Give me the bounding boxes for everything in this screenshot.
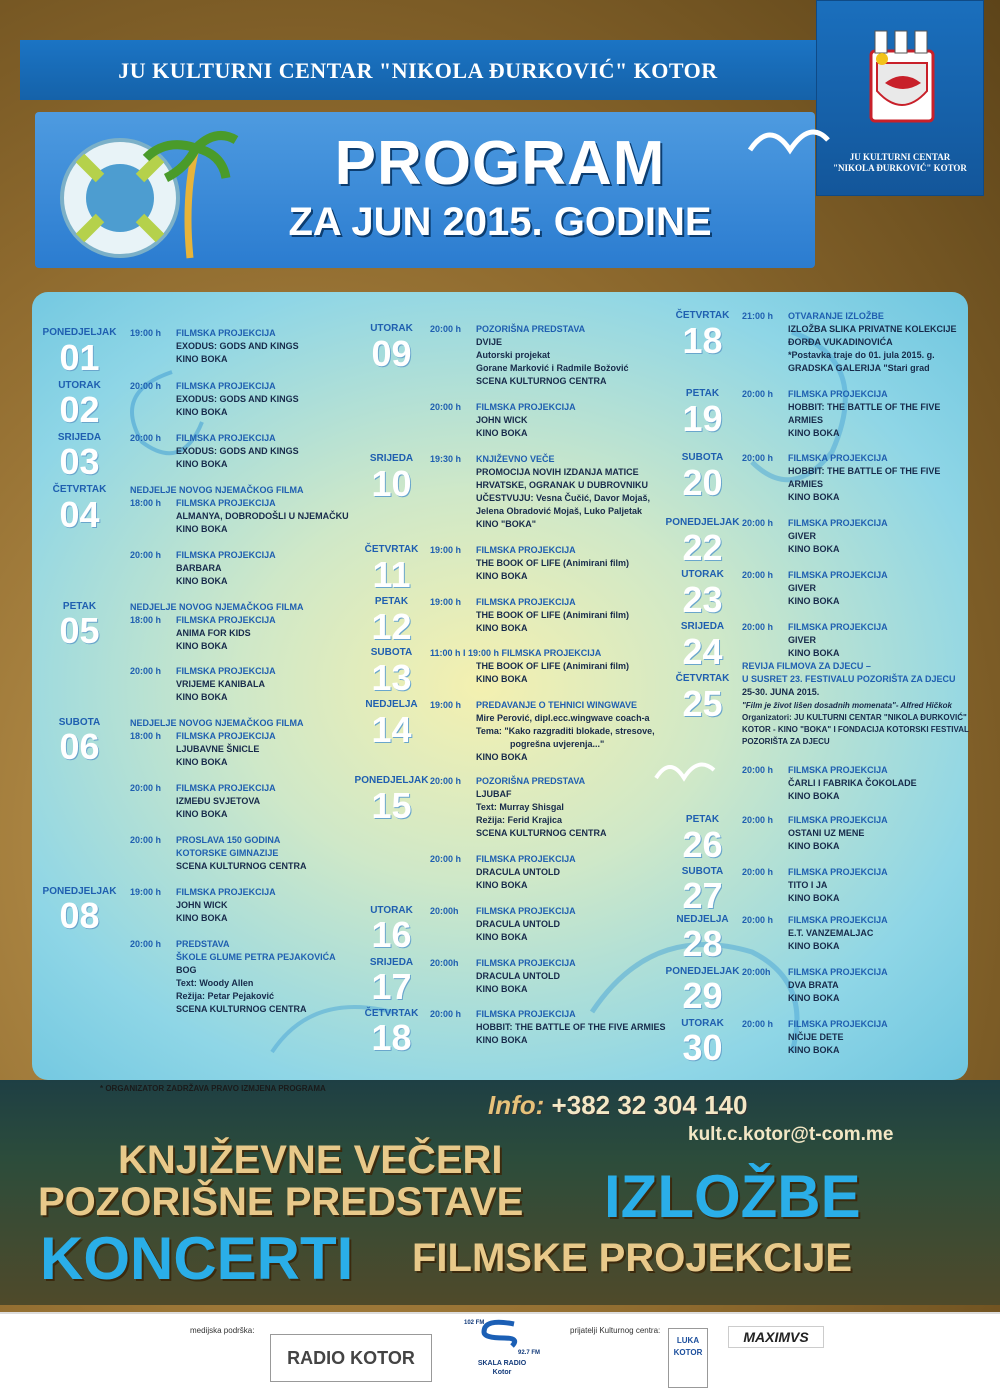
day-label: NEDJELJA bbox=[365, 699, 418, 710]
logo-caption-line1: JU KULTURNI CENTAR bbox=[849, 152, 951, 162]
event-type: FILMSKA PROJEKCIJA bbox=[176, 615, 276, 625]
day-number: 09 bbox=[371, 333, 412, 374]
event-time: 20:00 h bbox=[130, 939, 162, 949]
event-venue: KINO BOKA bbox=[176, 913, 228, 923]
event-time: 20:00 h bbox=[742, 622, 774, 632]
event-time: 20:00 h bbox=[742, 867, 774, 877]
event-time: 20:00 h bbox=[742, 765, 774, 775]
event-credit: Režija: Petar Pejaković bbox=[176, 991, 275, 1001]
day-number: 03 bbox=[59, 441, 100, 482]
radio-kotor-logo bbox=[270, 1334, 432, 1382]
event-title: E.T. VANZEMALJAC bbox=[788, 928, 874, 938]
organizer-title: JU KULTURNI CENTAR "NIKOLA ĐURKOVIĆ" KOTOR bbox=[118, 58, 718, 83]
event-time: 20:00 h bbox=[430, 776, 462, 786]
day-number: 20 bbox=[682, 462, 723, 503]
event-title: BOG bbox=[176, 965, 197, 975]
event-time: 20:00 h bbox=[130, 783, 162, 793]
event-time: 18:00 h bbox=[130, 615, 162, 625]
event-venue: KINO BOKA bbox=[476, 571, 528, 581]
event-title: BARBARA bbox=[176, 563, 222, 573]
category-exhibitions: IZLOŽBE bbox=[604, 1163, 861, 1230]
event-venue: KINO BOKA bbox=[788, 596, 840, 606]
event-title: DVIJE bbox=[476, 337, 503, 347]
day-number: 16 bbox=[371, 914, 412, 955]
radio-kotor-text: RADIO KOTOR bbox=[287, 1348, 415, 1368]
event-venue: KINO BOKA bbox=[476, 932, 528, 942]
day-number: 12 bbox=[371, 606, 412, 647]
day-number: 04 bbox=[59, 494, 100, 535]
event-title: THE BOOK OF LIFE (Animirani film) bbox=[476, 558, 629, 568]
event-venue: KINO BOKA bbox=[476, 752, 528, 762]
event-title: HOBBIT: THE BATTLE OF THE FIVE bbox=[788, 466, 941, 476]
logo-caption bbox=[816, 152, 984, 174]
event-time: 20:00 h bbox=[742, 518, 774, 528]
event-time: 20:00 h bbox=[130, 381, 162, 391]
event-series: NEDJELJE NOVOG NJEMAČKOG FILMA bbox=[130, 485, 304, 495]
event-venue: KINO BOKA bbox=[788, 1045, 840, 1055]
event-time: 20:00 h bbox=[430, 854, 462, 864]
event-time: 20:00 h bbox=[430, 402, 462, 412]
event-venue: KINO BOKA bbox=[788, 428, 840, 438]
event-type: FILMSKA PROJEKCIJA bbox=[476, 958, 576, 968]
event-time: 20:00 h bbox=[430, 324, 462, 334]
event-time: 20:00h bbox=[742, 967, 771, 977]
category-concerts: KONCERTI bbox=[40, 1225, 354, 1292]
luka-kotor-text: LUKA KOTOR bbox=[673, 1336, 703, 1357]
event-type: FILMSKA PROJEKCIJA bbox=[176, 783, 276, 793]
event-type: PREDAVANJE O TEHNICI WINGWAVE bbox=[476, 700, 638, 710]
event-venue: KINO BOKA bbox=[476, 674, 528, 684]
event-desc: Tema: "Kako razgraditi blokade, stresove, bbox=[476, 726, 655, 736]
day-number: 08 bbox=[59, 895, 100, 936]
event-organizers: KOTOR - KINO "BOKA" I FONDACIJA KOTORSKI FESTIVAL bbox=[742, 725, 969, 734]
event-title: DVA BRATA bbox=[788, 980, 839, 990]
event-time: 20:00 h bbox=[130, 433, 162, 443]
event-time: 19:00 h bbox=[130, 328, 162, 338]
event-time: 11:00 h I 19:00 h FILMSKA PROJEKCIJA bbox=[430, 648, 602, 658]
day-label: ČETVRTAK bbox=[364, 544, 419, 555]
event-venue: GRADSKA GALERIJA "Stari grad bbox=[788, 363, 930, 373]
event-time: 20:00 h bbox=[742, 453, 774, 463]
event-time: 20:00h bbox=[430, 906, 459, 916]
event-organizers: Organizatori: JU KULTURNI CENTAR "NIKOLA ĐURKOVIĆ" bbox=[742, 713, 967, 722]
event-title: DRACULA UNTOLD bbox=[476, 919, 560, 929]
day-label: NEDJELJA bbox=[676, 914, 729, 925]
event-time: 19:00 h bbox=[430, 597, 462, 607]
event-venue: KINO "BOKA" bbox=[476, 519, 537, 529]
luka-kotor-logo bbox=[668, 1328, 708, 1388]
event-type: KOTORSKE GIMNAZIJE bbox=[176, 848, 279, 858]
day-label: SUBOTA bbox=[681, 866, 724, 877]
event-title: ARMIES bbox=[788, 479, 824, 489]
event-venue: SCENA KULTURNOG CENTRA bbox=[176, 861, 307, 871]
program-title: PROGRAM bbox=[334, 129, 666, 198]
event-type: FILMSKA PROJEKCIJA bbox=[476, 597, 576, 607]
day-label: UTORAK bbox=[58, 380, 101, 391]
event-type: FILMSKA PROJEKCIJA bbox=[476, 906, 576, 916]
event-title: PROMOCIJA NOVIH IZDANJA MATICE bbox=[476, 467, 639, 477]
event-title: GIVER bbox=[788, 583, 817, 593]
day-number: 24 bbox=[682, 631, 723, 672]
event-venue: KINO BOKA bbox=[176, 524, 228, 534]
day-label: SRIJEDA bbox=[57, 432, 102, 443]
event-credit: Režija: Ferid Krajica bbox=[476, 815, 563, 825]
day-label: SRIJEDA bbox=[369, 957, 414, 968]
event-time: 20:00 h bbox=[742, 1019, 774, 1029]
day-number: 02 bbox=[59, 389, 100, 430]
event-title: JOHN WICK bbox=[176, 900, 228, 910]
event-title: EXODUS: GODS AND KINGS bbox=[176, 394, 299, 404]
event-time: 20:00 h bbox=[130, 550, 162, 560]
event-venue: KINO BOKA bbox=[788, 544, 840, 554]
event-venue: KINO BOKA bbox=[176, 354, 228, 364]
event-venue: KINO BOKA bbox=[788, 492, 840, 502]
event-type: POZORIŠNA PREDSTAVA bbox=[476, 324, 586, 334]
seagull-icon bbox=[740, 110, 830, 170]
event-title: THE BOOK OF LIFE (Animirani film) bbox=[476, 610, 629, 620]
day-number: 18 bbox=[682, 320, 723, 361]
category-films: FILMSKE PROJEKCIJE bbox=[412, 1236, 853, 1280]
media-support-label: medijska podrška: bbox=[190, 1326, 255, 1335]
day-number: 14 bbox=[371, 709, 412, 750]
event-venue: KINO BOKA bbox=[788, 648, 840, 658]
day-label: PONEDJELJAK bbox=[42, 327, 117, 338]
day-number: 19 bbox=[682, 398, 723, 439]
skala-freq-2: 92.7 FM bbox=[517, 1350, 540, 1356]
seagull-icon bbox=[650, 752, 720, 792]
event-type: FILMSKA PROJEKCIJA bbox=[788, 815, 888, 825]
event-time: 20:00 h bbox=[742, 570, 774, 580]
event-title: OSTANI UZ MENE bbox=[788, 828, 865, 838]
day-number: 15 bbox=[371, 785, 412, 826]
event-type: FILMSKA PROJEKCIJA bbox=[176, 328, 276, 338]
event-time: 18:00 h bbox=[130, 731, 162, 741]
event-type: FILMSKA PROJEKCIJA bbox=[788, 570, 888, 580]
day-label: UTORAK bbox=[370, 323, 413, 334]
event-time: 19:30 h bbox=[430, 454, 462, 464]
event-venue: KINO BOKA bbox=[788, 791, 840, 801]
event-venue: KINO BOKA bbox=[176, 459, 228, 469]
lifebuoy-palm-icon bbox=[40, 118, 240, 268]
day-label: ČETVRTAK bbox=[675, 310, 730, 321]
day-label: PONEDJELJAK bbox=[665, 966, 740, 977]
day-number: 13 bbox=[371, 657, 412, 698]
skala-city: Kotor bbox=[492, 1369, 512, 1376]
event-type: OTVARANJE IZLOŽBE bbox=[788, 311, 884, 321]
event-type: FILMSKA PROJEKCIJA bbox=[176, 731, 276, 741]
day-number: 10 bbox=[371, 463, 412, 504]
event-type: FILMSKA PROJEKCIJA bbox=[788, 867, 888, 877]
event-type: FILMSKA PROJEKCIJA bbox=[476, 402, 576, 412]
day-label: PETAK bbox=[685, 814, 720, 825]
day-label: PONEDJELJAK bbox=[42, 886, 117, 897]
event-credit: Text: Woody Allen bbox=[176, 978, 254, 988]
event-desc: Jelena Obradović Mojaš, Luko Paljetak bbox=[476, 506, 643, 516]
day-number: 06 bbox=[59, 726, 100, 767]
day-label: PETAK bbox=[685, 388, 720, 399]
day-number: 27 bbox=[682, 875, 723, 916]
day-label: ČETVRTAK bbox=[364, 1008, 419, 1019]
day-number: 29 bbox=[682, 975, 723, 1016]
day-number: 25 bbox=[682, 683, 723, 724]
day-label: SUBOTA bbox=[58, 717, 101, 728]
event-type: PREDSTAVA bbox=[176, 939, 230, 949]
logo-caption-line2: "NIKOLA ĐURKOVIĆ" KOTOR bbox=[833, 163, 967, 173]
day-number: 11 bbox=[372, 554, 411, 595]
event-type: FILMSKA PROJEKCIJA bbox=[788, 389, 888, 399]
email-address: kult.c.kotor@t-com.me bbox=[688, 1124, 894, 1145]
event-type: FILMSKA PROJEKCIJA bbox=[788, 967, 888, 977]
event-type: FILMSKA PROJEKCIJA bbox=[176, 381, 276, 391]
event-venue: SCENA KULTURNOG CENTRA bbox=[476, 376, 607, 386]
day-number: 17 bbox=[371, 966, 412, 1007]
event-title: IZMEĐU SVJETOVA bbox=[176, 796, 261, 806]
skala-radio-logo bbox=[462, 1318, 542, 1398]
event-time: 20:00 h bbox=[130, 666, 162, 676]
event-venue: KINO BOKA bbox=[176, 692, 228, 702]
day-label: SRIJEDA bbox=[680, 621, 725, 632]
event-title: NIČIJE DETE bbox=[788, 1032, 844, 1042]
event-title: IZLOŽBA SLIKA PRIVATNE KOLEKCIJE bbox=[788, 324, 957, 334]
event-title: GIVER bbox=[788, 635, 817, 645]
day-number: 26 bbox=[682, 824, 723, 865]
day-label: PETAK bbox=[374, 596, 409, 607]
day-label: UTORAK bbox=[370, 905, 413, 916]
day-label: PETAK bbox=[62, 601, 97, 612]
event-type: FILMSKA PROJEKCIJA bbox=[176, 433, 276, 443]
day-label: ČETVRTAK bbox=[675, 673, 730, 684]
event-title: ĐORĐA VUKADINOVIĆA bbox=[788, 337, 893, 347]
event-title: ALMANYA, DOBRODOŠLI U NJEMAČKU bbox=[176, 511, 349, 521]
event-type: FILMSKA PROJEKCIJA bbox=[176, 666, 276, 676]
event-venue: KINO BOKA bbox=[476, 623, 528, 633]
event-desc: pogrešna uvjerenja..." bbox=[510, 739, 605, 749]
event-title: HOBBIT: THE BATTLE OF THE FIVE bbox=[788, 402, 941, 412]
event-type: FILMSKA PROJEKCIJA bbox=[176, 498, 276, 508]
event-type: FILMSKA PROJEKCIJA bbox=[788, 453, 888, 463]
event-venue: KINO BOKA bbox=[176, 641, 228, 651]
event-title: JOHN WICK bbox=[476, 415, 528, 425]
event-type: FILMSKA PROJEKCIJA bbox=[788, 1019, 888, 1029]
event-series: U SUSRET 23. FESTIVALU POZORIŠTA ZA DJECU bbox=[742, 674, 956, 684]
event-venue: KINO BOKA bbox=[176, 407, 228, 417]
event-title: THE BOOK OF LIFE (Animirani film) bbox=[476, 661, 629, 671]
day-label: SUBOTA bbox=[370, 647, 413, 658]
maximus-logo bbox=[728, 1326, 824, 1348]
event-venue: KINO BOKA bbox=[788, 941, 840, 951]
event-type: FILMSKA PROJEKCIJA bbox=[176, 550, 276, 560]
event-title: EXODUS: GODS AND KINGS bbox=[176, 446, 299, 456]
event-title: HOBBIT: THE BATTLE OF THE FIVE ARMIES bbox=[476, 1022, 666, 1032]
event-venue: KINO BOKA bbox=[788, 893, 840, 903]
event-title: EXODUS: GODS AND KINGS bbox=[176, 341, 299, 351]
event-time: 20:00 h bbox=[742, 815, 774, 825]
event-organizers: POZORIŠTA ZA DJECU bbox=[742, 737, 830, 746]
event-venue: SCENA KULTURNOG CENTRA bbox=[476, 828, 607, 838]
event-title: HRVATSKE, OGRANAK U DUBROVNIKU bbox=[476, 480, 649, 490]
info-label: Info: bbox=[488, 1090, 545, 1120]
event-title: LJUBAVNE ŠNICLE bbox=[176, 744, 260, 754]
event-time: 20:00 h bbox=[742, 915, 774, 925]
event-time: 20:00 h bbox=[430, 1009, 462, 1019]
event-type: FILMSKA PROJEKCIJA bbox=[176, 887, 276, 897]
day-label: SUBOTA bbox=[681, 452, 724, 463]
event-time: 19:00 h bbox=[430, 545, 462, 555]
event-time: 20:00 h bbox=[130, 835, 162, 845]
day-number: 22 bbox=[682, 527, 723, 568]
event-title: ANIMA FOR KIDS bbox=[176, 628, 251, 638]
event-venue: KINO BOKA bbox=[476, 984, 528, 994]
day-number: 18 bbox=[371, 1017, 412, 1058]
event-venue: KINO BOKA bbox=[176, 809, 228, 819]
category-theatre: POZORIŠNE PREDSTAVE bbox=[38, 1180, 524, 1224]
event-title: ČARLI I FABRIKA ČOKOLADE bbox=[788, 778, 917, 788]
event-venue: SCENA KULTURNOG CENTRA bbox=[176, 1004, 307, 1014]
day-number: 01 bbox=[59, 337, 100, 378]
day-number: 28 bbox=[682, 923, 723, 964]
day-label: UTORAK bbox=[681, 569, 724, 580]
event-venue: KINO BOKA bbox=[176, 757, 228, 767]
event-title: LJUBAF bbox=[476, 789, 512, 799]
event-type: FILMSKA PROJEKCIJA bbox=[476, 854, 576, 864]
event-venue: KINO BOKA bbox=[788, 993, 840, 1003]
skala-name: SKALA RADIO bbox=[477, 1360, 527, 1367]
event-time: 20:00 h bbox=[742, 389, 774, 399]
event-type: FILMSKA PROJEKCIJA bbox=[476, 1009, 576, 1019]
day-label: ČETVRTAK bbox=[52, 484, 107, 495]
event-type: FILMSKA PROJEKCIJA bbox=[476, 545, 576, 555]
event-desc: Mire Perović, dipl.ecc.wingwave coach-a bbox=[476, 713, 650, 723]
day-label: UTORAK bbox=[681, 1018, 724, 1029]
event-desc: *Postavka traje do 01. jula 2015. g. bbox=[788, 350, 935, 360]
event-time: 18:00 h bbox=[130, 498, 162, 508]
event-series: NEDJELJE NOVOG NJEMAČKOG FILMA bbox=[130, 602, 304, 612]
skala-freq-1: 102 FM bbox=[464, 1320, 485, 1326]
program-note: * ORGANIZATOR ZADRŽAVA PRAVO IZMJENA PROGRAMA bbox=[100, 1084, 326, 1093]
day-label: PONEDJELJAK bbox=[665, 517, 740, 528]
event-title: TITO I JA bbox=[788, 880, 828, 890]
event-title: GIVER bbox=[788, 531, 817, 541]
event-venue: KINO BOKA bbox=[476, 428, 528, 438]
contact-info bbox=[488, 1090, 747, 1121]
event-title: ARMIES bbox=[788, 415, 824, 425]
phone-number: +382 32 304 140 bbox=[551, 1090, 748, 1120]
event-venue: KINO BOKA bbox=[176, 576, 228, 586]
event-title: VRIJEME KANIBALA bbox=[176, 679, 266, 689]
friends-label: prijatelji Kulturnog centra: bbox=[570, 1326, 661, 1335]
day-number: 23 bbox=[682, 579, 723, 620]
event-title: DRACULA UNTOLD bbox=[476, 971, 560, 981]
day-label: SRIJEDA bbox=[369, 453, 414, 464]
event-type: KNJIŽEVNO VEČE bbox=[476, 454, 555, 464]
maximus-text: MAXIMVS bbox=[743, 1329, 809, 1345]
event-type: FILMSKA PROJEKCIJA bbox=[788, 765, 888, 775]
event-series: NEDJELJE NOVOG NJEMAČKOG FILMA bbox=[130, 718, 304, 728]
day-number: 05 bbox=[59, 610, 100, 651]
event-desc: UČESTVUJU: Vesna Čučić, Davor Mojaš, bbox=[476, 493, 651, 503]
category-literary: KNJIŽEVNE VEČERI bbox=[118, 1138, 503, 1182]
event-title: DRACULA UNTOLD bbox=[476, 867, 560, 877]
event-type: FILMSKA PROJEKCIJA bbox=[788, 518, 888, 528]
event-type: ŠKOLE GLUME PETRA PEJAKOVIĆA bbox=[176, 952, 336, 962]
event-quote: "Film je život lišen dosadnih momenata"- Alfred Hičkok bbox=[742, 701, 952, 710]
event-time: 19:00 h bbox=[130, 887, 162, 897]
event-type: POZORIŠNA PREDSTAVA bbox=[476, 776, 586, 786]
event-venue: KINO BOKA bbox=[476, 880, 528, 890]
event-type: FILMSKA PROJEKCIJA bbox=[788, 915, 888, 925]
event-dates: 25-30. JUNA 2015. bbox=[742, 687, 820, 697]
event-time: 19:00 h bbox=[430, 700, 462, 710]
event-type: FILMSKA PROJEKCIJA bbox=[788, 622, 888, 632]
event-venue: KINO BOKA bbox=[788, 841, 840, 851]
day-label: PONEDJELJAK bbox=[354, 775, 429, 786]
event-venue: KINO BOKA bbox=[476, 1035, 528, 1045]
event-type: PROSLAVA 150 GODINA bbox=[176, 835, 281, 845]
event-desc: Autorski projekat bbox=[476, 350, 551, 360]
event-time: 20:00h bbox=[430, 958, 459, 968]
event-credit: Text: Murray Shisgal bbox=[476, 802, 564, 812]
event-series: REVIJA FILMOVA ZA DJECU – bbox=[742, 661, 871, 671]
program-subtitle: ZA JUN 2015. GODINE bbox=[288, 200, 712, 244]
coat-of-arms-icon bbox=[817, 1, 985, 151]
day-number: 30 bbox=[682, 1027, 723, 1068]
event-time: 21:00 h bbox=[742, 311, 774, 321]
event-desc: Gorane Marković i Radmile Božović bbox=[476, 363, 629, 373]
